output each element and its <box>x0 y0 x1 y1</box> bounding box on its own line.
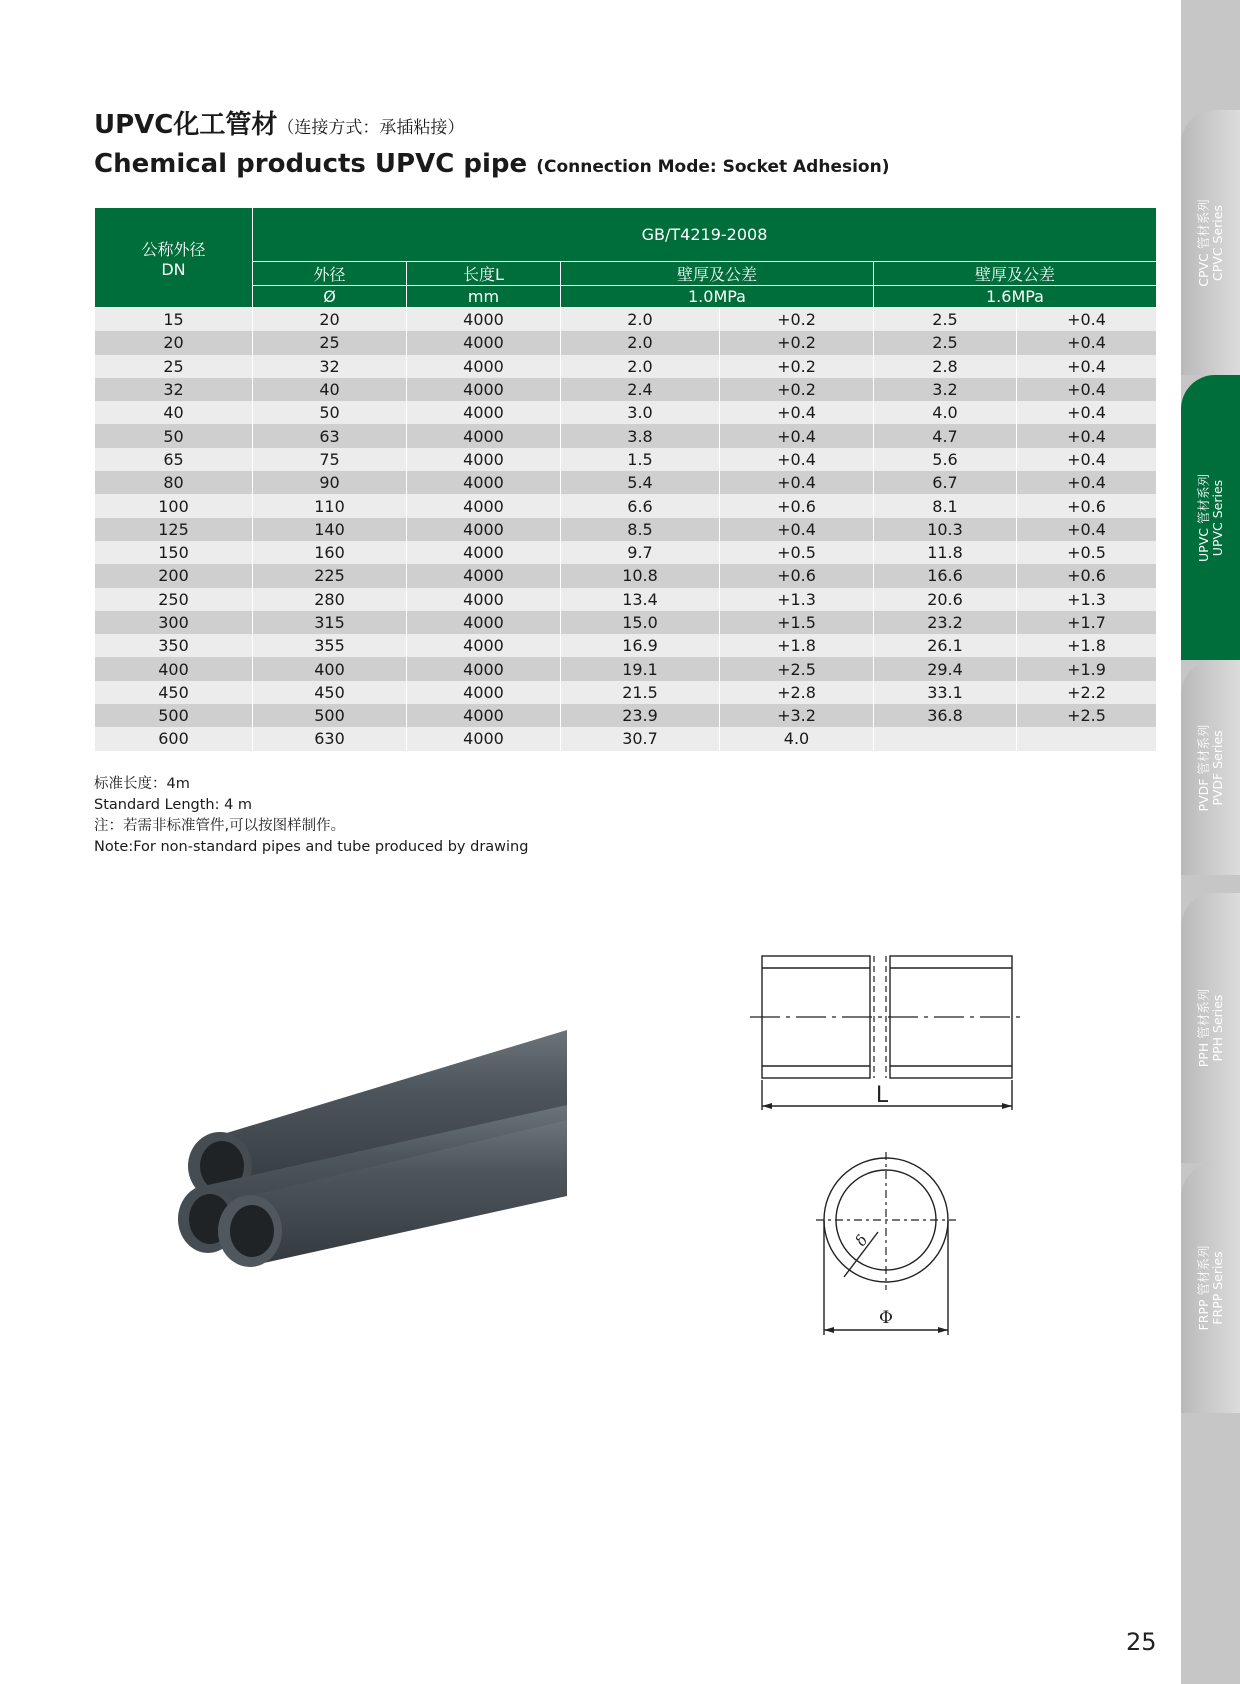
tol-1mpa-cell: +3.2 <box>720 704 874 727</box>
length-cell: 4000 <box>407 424 561 447</box>
length-cell: 4000 <box>407 541 561 564</box>
dn-cell: 65 <box>95 448 253 471</box>
page-number: 25 <box>1126 1628 1157 1656</box>
tab-frpp-series[interactable] <box>1181 1163 1240 1413</box>
wall-16mpa-cell: 26.1 <box>874 634 1017 657</box>
od-cell: 400 <box>253 657 407 680</box>
wall-1mpa-cell: 1.5 <box>561 448 720 471</box>
spec-table <box>94 207 1157 751</box>
dn-cell: 600 <box>95 727 253 750</box>
tol-1mpa-cell: +0.2 <box>720 355 874 378</box>
wall-16mpa-cell: 2.5 <box>874 331 1017 354</box>
note-standard-length-cn: 标准长度：4m <box>94 776 190 792</box>
wall-1mpa-cell: 16.9 <box>561 634 720 657</box>
dn-cell: 400 <box>95 657 253 680</box>
tol-1mpa-cell: +2.5 <box>720 657 874 680</box>
pipe-side-view-drawing <box>750 950 1030 1120</box>
wall-16mpa-cell: 2.8 <box>874 355 1017 378</box>
tol-1mpa-cell: +0.2 <box>720 378 874 401</box>
page-title <box>94 108 889 184</box>
tol-16mpa-cell: +0.6 <box>1017 494 1157 517</box>
header-wall-b: 壁厚及公差 <box>874 262 1157 286</box>
dn-cell: 50 <box>95 424 253 447</box>
tol-16mpa-cell <box>1017 727 1157 750</box>
length-cell: 4000 <box>407 634 561 657</box>
dn-cell: 40 <box>95 401 253 424</box>
dn-cell: 32 <box>95 378 253 401</box>
wall-1mpa-cell: 3.0 <box>561 401 720 424</box>
tol-16mpa-cell: +0.6 <box>1017 564 1157 587</box>
wall-1mpa-cell: 8.5 <box>561 518 720 541</box>
wall-16mpa-cell: 23.2 <box>874 611 1017 634</box>
wall-1mpa-cell: 13.4 <box>561 588 720 611</box>
wall-16mpa-cell: 11.8 <box>874 541 1017 564</box>
tol-1mpa-cell: +0.4 <box>720 424 874 447</box>
tab-pvdf-cn: PVDF 管材系列 <box>1195 724 1211 811</box>
tab-cpvc-label <box>1197 199 1225 287</box>
tol-16mpa-cell: +0.4 <box>1017 518 1157 541</box>
dn-cell: 125 <box>95 518 253 541</box>
notes <box>94 774 528 858</box>
dn-cell: 80 <box>95 471 253 494</box>
wall-16mpa-cell: 29.4 <box>874 657 1017 680</box>
tol-16mpa-cell: +1.8 <box>1017 634 1157 657</box>
table-row <box>95 308 1157 332</box>
length-cell: 4000 <box>407 727 561 750</box>
od-cell: 450 <box>253 681 407 704</box>
tab-upvc-cn: UPVC 管材系列 <box>1195 473 1211 562</box>
tol-16mpa-cell: +1.9 <box>1017 657 1157 680</box>
header-dn-cn: 公称外径 <box>141 239 206 259</box>
table-row <box>95 588 1157 611</box>
header-length: 长度L <box>407 262 561 286</box>
od-cell: 90 <box>253 471 407 494</box>
length-cell: 4000 <box>407 401 561 424</box>
length-cell: 4000 <box>407 588 561 611</box>
od-cell: 50 <box>253 401 407 424</box>
tab-pph-series[interactable] <box>1181 893 1240 1163</box>
tol-16mpa-cell: +0.4 <box>1017 355 1157 378</box>
table-row <box>95 518 1157 541</box>
header-standard: GB/T4219-2008 <box>253 208 1157 262</box>
dn-cell: 500 <box>95 704 253 727</box>
tab-frpp-en: FRPP Series <box>1209 1251 1225 1325</box>
pipe-cross-section-drawing <box>808 1150 958 1340</box>
header-od-unit: Ø <box>253 286 407 308</box>
wall-16mpa-cell: 10.3 <box>874 518 1017 541</box>
length-cell: 4000 <box>407 471 561 494</box>
tol-16mpa-cell: +2.2 <box>1017 681 1157 704</box>
dn-cell: 250 <box>95 588 253 611</box>
length-cell: 4000 <box>407 657 561 680</box>
wall-16mpa-cell: 4.0 <box>874 401 1017 424</box>
tol-16mpa-cell: +0.4 <box>1017 308 1157 332</box>
wall-1mpa-cell: 21.5 <box>561 681 720 704</box>
tol-1mpa-cell: +0.2 <box>720 308 874 332</box>
header-pressure-a: 1.0MPa <box>561 286 874 308</box>
tab-frpp-label <box>1197 1246 1225 1331</box>
wall-1mpa-cell: 2.0 <box>561 308 720 332</box>
tol-1mpa-cell: +0.4 <box>720 471 874 494</box>
tab-upvc-label <box>1197 474 1225 562</box>
wall-1mpa-cell: 9.7 <box>561 541 720 564</box>
title-cn-sub: （连接方式：承插粘接） <box>277 118 465 138</box>
wall-16mpa-cell: 20.6 <box>874 588 1017 611</box>
spec-table-body <box>95 308 1157 751</box>
header-wall-a: 壁厚及公差 <box>561 262 874 286</box>
tol-16mpa-cell: +0.4 <box>1017 331 1157 354</box>
wall-16mpa-cell: 33.1 <box>874 681 1017 704</box>
wall-1mpa-cell: 23.9 <box>561 704 720 727</box>
wall-1mpa-cell: 30.7 <box>561 727 720 750</box>
tol-1mpa-cell: 4.0 <box>720 727 874 750</box>
tab-cpvc-cn: CPVC 管材系列 <box>1195 198 1211 287</box>
table-row <box>95 657 1157 680</box>
tol-1mpa-cell: +0.5 <box>720 541 874 564</box>
tab-pvdf-label <box>1197 724 1225 811</box>
title-en <box>94 147 889 184</box>
note-custom-cn: 注：若需非标准管件,可以按图样制作。 <box>94 818 346 834</box>
title-en-sub: (Connection Mode: Socket Adhesion) <box>536 157 890 177</box>
od-cell: 110 <box>253 494 407 517</box>
od-cell: 355 <box>253 634 407 657</box>
od-cell: 40 <box>253 378 407 401</box>
header-length-unit: mm <box>407 286 561 308</box>
table-row <box>95 471 1157 494</box>
table-row <box>95 611 1157 634</box>
tol-1mpa-cell: +0.6 <box>720 564 874 587</box>
wall-1mpa-cell: 5.4 <box>561 471 720 494</box>
tol-1mpa-cell: +0.2 <box>720 331 874 354</box>
tol-16mpa-cell: +0.4 <box>1017 448 1157 471</box>
length-label: L <box>875 1083 889 1108</box>
length-cell: 4000 <box>407 378 561 401</box>
tol-1mpa-cell: +0.4 <box>720 518 874 541</box>
note-custom-en: Note:For non-standard pipes and tube produced by drawing <box>94 839 529 855</box>
header-dn-en: DN <box>161 259 186 279</box>
table-row <box>95 494 1157 517</box>
wall-16mpa-cell <box>874 727 1017 750</box>
tab-cpvc-series[interactable] <box>1181 110 1240 375</box>
table-row <box>95 355 1157 378</box>
length-cell: 4000 <box>407 704 561 727</box>
wall-1mpa-cell: 3.8 <box>561 424 720 447</box>
od-cell: 630 <box>253 727 407 750</box>
table-row <box>95 564 1157 587</box>
table-row <box>95 378 1157 401</box>
dn-cell: 350 <box>95 634 253 657</box>
od-cell: 225 <box>253 564 407 587</box>
length-cell: 4000 <box>407 494 561 517</box>
tol-1mpa-cell: +1.3 <box>720 588 874 611</box>
od-cell: 500 <box>253 704 407 727</box>
table-row <box>95 331 1157 354</box>
length-cell: 4000 <box>407 681 561 704</box>
wall-16mpa-cell: 16.6 <box>874 564 1017 587</box>
length-cell: 4000 <box>407 611 561 634</box>
wall-16mpa-cell: 2.5 <box>874 308 1017 332</box>
dn-cell: 300 <box>95 611 253 634</box>
table-row <box>95 448 1157 471</box>
tol-16mpa-cell: +0.5 <box>1017 541 1157 564</box>
title-cn-main: UPVC化工管材 <box>94 110 278 140</box>
tab-pvdf-series[interactable] <box>1181 660 1240 875</box>
wall-1mpa-cell: 2.0 <box>561 355 720 378</box>
tol-1mpa-cell: +0.4 <box>720 448 874 471</box>
pipe-product-image <box>170 1010 580 1300</box>
tol-16mpa-cell: +0.4 <box>1017 471 1157 494</box>
od-cell: 25 <box>253 331 407 354</box>
length-cell: 4000 <box>407 331 561 354</box>
wall-thickness-label: δ <box>851 1231 872 1250</box>
tol-16mpa-cell: +1.3 <box>1017 588 1157 611</box>
table-row <box>95 424 1157 447</box>
tab-frpp-cn: FRPP 管材系列 <box>1195 1245 1211 1331</box>
title-cn <box>94 108 889 145</box>
wall-1mpa-cell: 2.4 <box>561 378 720 401</box>
length-cell: 4000 <box>407 355 561 378</box>
dn-cell: 100 <box>95 494 253 517</box>
dn-cell: 150 <box>95 541 253 564</box>
tol-16mpa-cell: +1.7 <box>1017 611 1157 634</box>
header-dn <box>95 208 253 308</box>
length-cell: 4000 <box>407 564 561 587</box>
length-cell: 4000 <box>407 448 561 471</box>
dn-cell: 450 <box>95 681 253 704</box>
note-standard-length-en: Standard Length: 4 m <box>94 797 253 813</box>
tol-16mpa-cell: +0.4 <box>1017 401 1157 424</box>
tab-pph-en: PPH Series <box>1209 994 1225 1062</box>
table-row <box>95 401 1157 424</box>
dn-cell: 200 <box>95 564 253 587</box>
od-cell: 75 <box>253 448 407 471</box>
tol-1mpa-cell: +0.6 <box>720 494 874 517</box>
tol-1mpa-cell: +2.8 <box>720 681 874 704</box>
wall-1mpa-cell: 2.0 <box>561 331 720 354</box>
tab-upvc-series[interactable] <box>1181 375 1240 660</box>
tab-pph-label <box>1197 989 1225 1067</box>
header-pressure-b: 1.6MPa <box>874 286 1157 308</box>
tol-1mpa-cell: +0.4 <box>720 401 874 424</box>
tab-pph-cn: PPH 管材系列 <box>1195 988 1211 1068</box>
wall-1mpa-cell: 10.8 <box>561 564 720 587</box>
wall-16mpa-cell: 3.2 <box>874 378 1017 401</box>
wall-16mpa-cell: 6.7 <box>874 471 1017 494</box>
od-cell: 32 <box>253 355 407 378</box>
table-row <box>95 634 1157 657</box>
dn-cell: 15 <box>95 308 253 332</box>
tol-16mpa-cell: +0.4 <box>1017 424 1157 447</box>
length-cell: 4000 <box>407 518 561 541</box>
od-cell: 63 <box>253 424 407 447</box>
series-side-tabs <box>1181 0 1240 1684</box>
wall-16mpa-cell: 8.1 <box>874 494 1017 517</box>
dn-cell: 20 <box>95 331 253 354</box>
wall-16mpa-cell: 5.6 <box>874 448 1017 471</box>
table-row <box>95 704 1157 727</box>
od-cell: 140 <box>253 518 407 541</box>
title-en-main: Chemical products UPVC pipe <box>94 149 528 179</box>
tol-1mpa-cell: +1.5 <box>720 611 874 634</box>
tab-cpvc-en: CPVC Series <box>1209 204 1225 281</box>
wall-16mpa-cell: 36.8 <box>874 704 1017 727</box>
table-row <box>95 541 1157 564</box>
od-cell: 160 <box>253 541 407 564</box>
wall-1mpa-cell: 15.0 <box>561 611 720 634</box>
wall-1mpa-cell: 6.6 <box>561 494 720 517</box>
diameter-label: Φ <box>879 1308 893 1328</box>
tol-16mpa-cell: +0.4 <box>1017 378 1157 401</box>
od-cell: 315 <box>253 611 407 634</box>
tab-upvc-en: UPVC Series <box>1209 479 1225 556</box>
od-cell: 280 <box>253 588 407 611</box>
wall-16mpa-cell: 4.7 <box>874 424 1017 447</box>
dn-cell: 25 <box>95 355 253 378</box>
od-cell: 20 <box>253 308 407 332</box>
header-od: 外径 <box>253 262 407 286</box>
table-row <box>95 681 1157 704</box>
tab-pvdf-en: PVDF Series <box>1209 729 1225 806</box>
wall-1mpa-cell: 19.1 <box>561 657 720 680</box>
table-row <box>95 727 1157 750</box>
tol-1mpa-cell: +1.8 <box>720 634 874 657</box>
tol-16mpa-cell: +2.5 <box>1017 704 1157 727</box>
length-cell: 4000 <box>407 308 561 332</box>
